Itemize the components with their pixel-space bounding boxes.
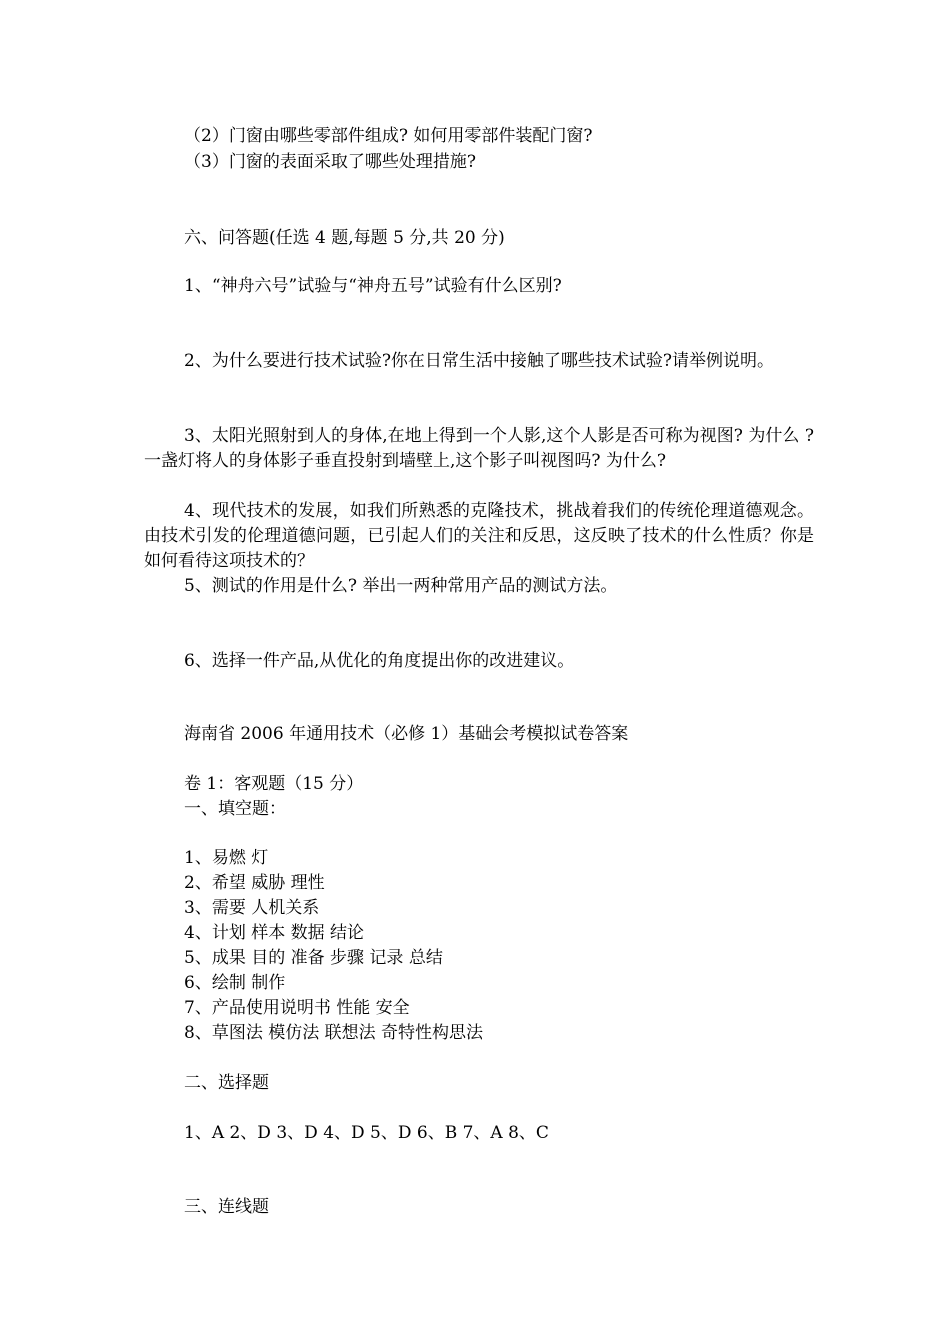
essay-question-3: 3、太阳光照射到人的身体,在地上得到一个人影,这个人影是否可称为视图? 为什么 ?一盏灯将人的身体影子垂直投射到墙壁上,这个影子叫视图吗? 为什么? <box>144 426 814 471</box>
essay-question-2: 2、为什么要进行技术试验?你在日常生活中接触了哪些技术试验?请举例说明。 <box>184 351 775 371</box>
fill-answer-7: 7、产品使用说明书 性能 安全 <box>184 998 410 1018</box>
fill-answer-5: 5、成果 目的 准备 步骤 记录 总结 <box>184 948 443 968</box>
essay-question-1: 1、“神舟六号”试验与“神舟五号”试验有什么区别? <box>184 276 562 296</box>
essay-question-5: 5、测试的作用是什么? 举出一两种常用产品的测试方法。 <box>184 576 618 596</box>
fill-answer-1: 1、易燃 灯 <box>184 848 269 868</box>
essay-question-6: 6、选择一件产品,从优化的角度提出你的改进建议。 <box>184 651 575 671</box>
essay-question-4: 4、现代技术的发展，如我们所熟悉的克隆技术，挑战着我们的传统伦理道德观念。由技术引发的伦理道德问题，已引起人们的关注和反思，这反映了技术的什么性质？你是如何看待这项技术的？ <box>144 501 814 571</box>
matching-title: 三、连线题 <box>184 1197 269 1217</box>
fill-answer-8: 8、草图法 模仿法 联想法 奇特性构思法 <box>184 1023 484 1043</box>
fill-answer-4: 4、计划 样本 数据 结论 <box>184 923 365 943</box>
question-door-surface: （3）门窗的表面采取了哪些处理措施? <box>184 152 476 172</box>
choice-title: 二、选择题 <box>184 1073 269 1093</box>
fill-answer-2: 2、希望 威胁 理性 <box>184 873 325 893</box>
volume-heading: 卷 1：客观题（15 分） <box>184 774 364 794</box>
fill-answer-6: 6、绘制 制作 <box>184 973 286 993</box>
choice-answers: 1、A 2、D 3、D 4、D 5、D 6、B 7、A 8、C <box>184 1123 549 1143</box>
section-six-title: 六、问答题(任选 4 题,每题 5 分,共 20 分) <box>184 228 505 248</box>
fill-in-title: 一、填空题： <box>184 799 286 819</box>
fill-answer-3: 3、需要 人机关系 <box>184 898 320 918</box>
answer-key-title: 海南省 2006 年通用技术（必修 1）基础会考模拟试卷答案 <box>184 724 629 744</box>
question-door-parts: （2）门窗由哪些零部件组成? 如何用零部件装配门窗? <box>184 126 593 146</box>
